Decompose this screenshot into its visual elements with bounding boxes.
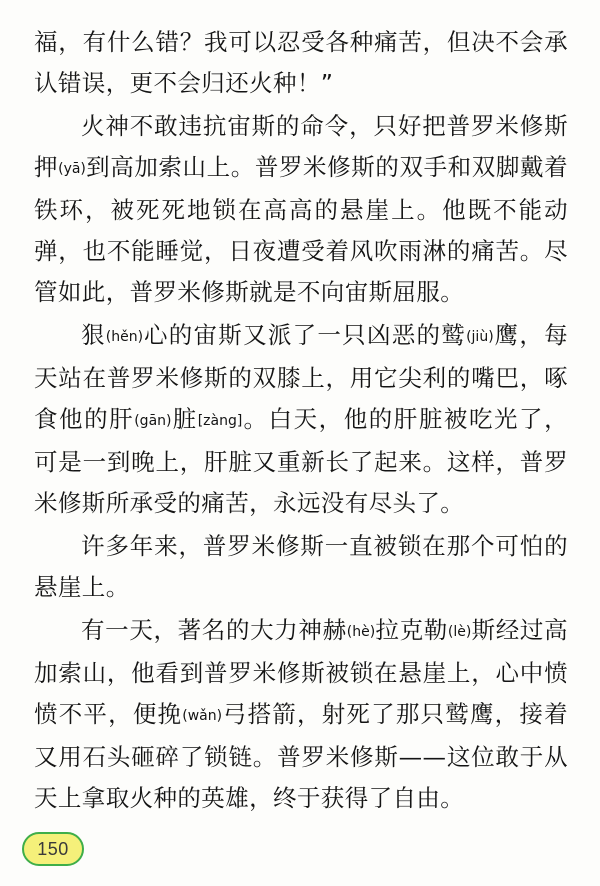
page-number-label: 150 [22, 832, 84, 866]
paragraph: 有一天，著名的大力神赫(hè)拉克勒(lè)斯经过高加索山，他看到普罗米修斯被锁在悬崖上，心中愤愤不平，便挽(wǎn)弓搭箭，射死了那只鹫鹰，接着又用石头砸碎了锁链。普罗米修斯——这位敢于从天上拿取火种的英雄，终于获得了自由。 [34, 616, 568, 812]
page-text-body [34, 22, 568, 821]
paragraph: 许多年来，普罗米修斯一直被锁在那个可怕的悬崖上。 [34, 532, 568, 601]
paragraph: 福，有什么错？我可以忍受各种痛苦，但决不会承认错误，更不会归还火种！” [34, 28, 568, 97]
paragraph: 狠(hěn)心的宙斯又派了一只凶恶的鹫(jiù)鹰，每天站在普罗米修斯的双膝上，用它尖利的嘴巴，啄食他的肝(gān)脏[zàng]。白天，他的肝脏被吃光了，可是一到晚上，肝脏又重新长了起来。这样，普罗米修斯所承受的痛苦，永远没有尽头了。 [34, 321, 569, 517]
page-number-badge [22, 832, 84, 866]
paragraph: 火神不敢违抗宙斯的命令，只好把普罗米修斯押(yā)到高加索山上。普罗米修斯的双手和双脚戴着铁环，被死死地锁在高高的悬崖上。他既不能动弹，也不能睡觉，日夜遭受着风吹雨淋的痛苦。尽管如此，普罗米修斯就是不向宙斯屈服。 [34, 112, 568, 306]
